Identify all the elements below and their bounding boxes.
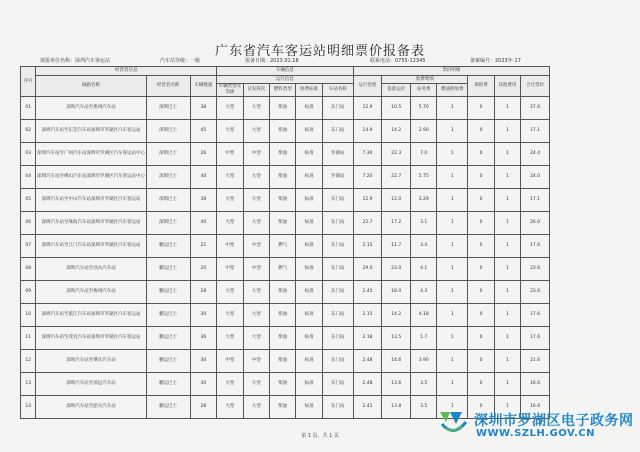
- cell-fee: 4.18: [411, 304, 437, 327]
- cell-charge: 标准: [296, 143, 322, 166]
- cell-fuel: 柴油: [269, 304, 295, 327]
- cell-company: 鹏运巴士: [146, 350, 190, 373]
- cell-fuel-sur: 1: [437, 373, 468, 396]
- cell-base: 14.2: [382, 304, 411, 327]
- cell-station: 罗湖站: [322, 143, 353, 166]
- cell-vehicles: 40: [190, 166, 216, 189]
- cell-fee: 3.90: [411, 350, 437, 373]
- meta-serial: 备案编号：2023年-17: [470, 58, 521, 64]
- cell-shifts: 中型: [243, 143, 269, 166]
- cell-vehicles: 20: [190, 258, 216, 281]
- cell-station: 东门站: [322, 304, 353, 327]
- cell-fuel: 柴油: [269, 120, 295, 143]
- cell-shifts: 中型: [243, 235, 269, 258]
- document-title: 广东省汽车客运站明细票价报备表: [214, 44, 425, 59]
- cell-route: 深圳汽车站至珠海汽车站深圳市罗湖区汽车客运站: [36, 212, 146, 235]
- table-row: [21, 396, 550, 419]
- cell-shifts: 中型: [243, 350, 269, 373]
- header-other: 其他费用: [494, 76, 520, 97]
- table-row: [21, 143, 550, 166]
- cell-other: 1: [494, 327, 520, 350]
- cell-fee: 2.90: [411, 120, 437, 143]
- cell-other: 1: [494, 350, 520, 373]
- cell-type: 大型: [217, 396, 243, 419]
- cell-mileage: 29.0: [353, 258, 382, 281]
- cell-company: 深圳巴士: [146, 97, 190, 120]
- table-row: [21, 120, 550, 143]
- cell-base: 22.7: [382, 166, 411, 189]
- cell-route: 深圳汽车站至茂名汽车站深圳市罗湖区汽车客运站: [36, 327, 146, 350]
- cell-fuel: 柴油: [269, 143, 295, 166]
- cell-base: 17.2: [382, 212, 411, 235]
- cell-other: 1: [494, 212, 520, 235]
- cell-vehicles: 30: [190, 304, 216, 327]
- cell-ins: 0: [468, 373, 494, 396]
- cell-company: 深圳巴士: [146, 189, 190, 212]
- cell-total: 27.6: [521, 97, 550, 120]
- cell-ins: 0: [468, 258, 494, 281]
- cell-vehicles: 38: [190, 97, 216, 120]
- cell-ins: 0: [468, 143, 494, 166]
- cell-fuel: 燃气: [269, 235, 295, 258]
- cell-ins: 0: [468, 212, 494, 235]
- cell-no: 14: [21, 396, 36, 419]
- cell-ins: 0: [468, 281, 494, 304]
- cell-other: 1: [494, 235, 520, 258]
- cell-charge: 标准: [296, 120, 322, 143]
- cell-charge: 标准: [296, 396, 322, 419]
- cell-route: 深圳汽车站至惠州汽车站: [36, 97, 146, 120]
- cell-charge: 标准: [296, 258, 322, 281]
- cell-fuel: 柴油: [269, 281, 295, 304]
- cell-base: 11.7: [382, 235, 411, 258]
- cell-other: 1: [494, 304, 520, 327]
- cell-company: 鹏运巴士: [146, 258, 190, 281]
- cell-base: 23.0: [382, 258, 411, 281]
- cell-base: 13.6: [382, 373, 411, 396]
- cell-route: 深圳汽车站至佛山汽车站深圳市罗湖区汽车客运站中心: [36, 166, 146, 189]
- header-insurance: 保险费: [468, 76, 494, 97]
- cell-total: 17.6: [521, 304, 550, 327]
- cell-no: 08: [21, 258, 36, 281]
- cell-no: 11: [21, 327, 36, 350]
- cell-type: 中型: [217, 235, 243, 258]
- header-total: 合计票价: [521, 76, 550, 97]
- cell-base: 13.8: [382, 396, 411, 419]
- cell-shifts: 大型: [243, 97, 269, 120]
- cell-charge: 标准: [296, 212, 322, 235]
- cell-fuel: 柴油: [269, 212, 295, 235]
- cell-fuel: 燃气: [269, 258, 295, 281]
- cell-vehicles: 28: [190, 396, 216, 419]
- cell-ins: 0: [468, 396, 494, 419]
- cell-other: 1: [494, 143, 520, 166]
- page-footer: 第 1 页，共 1 页: [301, 433, 339, 439]
- cell-route: 深圳汽车站至清远汽车站: [36, 373, 146, 396]
- cell-company: 鹏运巴士: [146, 327, 190, 350]
- cell-mileage: 2.48: [353, 373, 382, 396]
- cell-mileage: 2.41: [353, 396, 382, 419]
- cell-shifts: 大型: [243, 189, 269, 212]
- cell-shifts: 大型: [243, 212, 269, 235]
- cell-type: 中型: [217, 258, 243, 281]
- cell-fuel: 柴油: [269, 97, 295, 120]
- cell-vehicles: 26: [190, 143, 216, 166]
- cell-type: 大型: [217, 189, 243, 212]
- cell-shifts: 大型: [243, 120, 269, 143]
- cell-fuel-sur: 1: [437, 258, 468, 281]
- cell-mileage: 14.9: [353, 120, 382, 143]
- cell-station: 东门站: [322, 120, 353, 143]
- header-company: 经营者名称: [146, 76, 190, 97]
- cell-vehicles: 30: [190, 350, 216, 373]
- cell-fuel-sur: 1: [437, 281, 468, 304]
- table-row: [21, 304, 550, 327]
- cell-route: 深圳汽车站至汕头汽车站: [36, 258, 146, 281]
- cell-charge: 标准: [296, 97, 322, 120]
- header-charge: 收费标准: [296, 84, 322, 97]
- header-mileage: 运行里程: [353, 76, 382, 97]
- header-no: 序号: [21, 67, 36, 97]
- header-station-fee: 站务费: [411, 84, 437, 97]
- meta-date: 报备日期：2023.01.18: [245, 58, 299, 64]
- cell-base: 22.3: [382, 143, 411, 166]
- cell-mileage: 12.9: [353, 97, 382, 120]
- header-route: 线路名称: [36, 76, 146, 97]
- cell-no: 07: [21, 235, 36, 258]
- header-group3: 票价明细: [353, 67, 549, 76]
- cell-company: 深圳巴士: [146, 166, 190, 189]
- cell-shifts: 大型: [243, 304, 269, 327]
- header-vehicles: 车辆数量: [190, 76, 216, 97]
- cell-mileage: 12.9: [353, 189, 382, 212]
- header-station-name: 车站名称: [322, 84, 353, 97]
- cell-no: 09: [21, 281, 36, 304]
- cell-station: 罗湖站: [322, 166, 353, 189]
- cell-total: 24.4: [521, 143, 550, 166]
- cell-total: 16.6: [521, 396, 550, 419]
- table-row: [21, 281, 550, 304]
- cell-route: 深圳汽车站至湛江汽车站深圳市罗湖区汽车客运站: [36, 304, 146, 327]
- watermark-title: 深圳市罗湖区电子政务网: [474, 413, 634, 429]
- cell-station: 东门站: [322, 212, 353, 235]
- fare-table: [20, 66, 550, 419]
- cell-total: 17.1: [521, 189, 550, 212]
- cell-vehicles: 38: [190, 189, 216, 212]
- cell-fuel-sur: 1: [437, 235, 468, 258]
- cell-station: 东门站: [322, 189, 353, 212]
- cell-base: 12.0: [382, 189, 411, 212]
- cell-fuel-sur: 1: [437, 212, 468, 235]
- cell-route: 深圳汽车站至江门汽车站深圳市罗湖区汽车客运站: [36, 235, 146, 258]
- cell-station: 东门站: [322, 235, 353, 258]
- cell-charge: 标准: [296, 189, 322, 212]
- cell-mileage: 2.18: [353, 327, 382, 350]
- meta-grade: 汽车站等级：一级: [160, 58, 201, 64]
- cell-vehicles: 28: [190, 281, 216, 304]
- cell-station: 东门站: [322, 258, 353, 281]
- cell-fuel: 柴油: [269, 396, 295, 419]
- cell-mileage: 2.15: [353, 235, 382, 258]
- government-logo-icon: [436, 408, 470, 436]
- cell-total: 17.6: [521, 327, 550, 350]
- cell-fee: 7.0: [411, 143, 437, 166]
- cell-fuel-sur: 1: [437, 189, 468, 212]
- cell-no: 02: [21, 120, 36, 143]
- cell-fee: 3.4: [411, 235, 437, 258]
- cell-fee: 4.1: [411, 258, 437, 281]
- cell-station: 东门站: [322, 281, 353, 304]
- cell-other: 1: [494, 189, 520, 212]
- cell-charge: 标准: [296, 166, 322, 189]
- header-shifts: 日发班次: [243, 84, 269, 97]
- cell-no: 06: [21, 212, 36, 235]
- cell-route: 深圳汽车站至梅州汽车站: [36, 281, 146, 304]
- cell-type: 中型: [217, 143, 243, 166]
- cell-total: 21.6: [521, 350, 550, 373]
- cell-fuel-sur: 1: [437, 166, 468, 189]
- cell-base: 14.2: [382, 120, 411, 143]
- cell-no: 03: [21, 143, 36, 166]
- cell-other: 1: [494, 281, 520, 304]
- cell-other: 1: [494, 120, 520, 143]
- cell-shifts: 大型: [243, 281, 269, 304]
- cell-fee: 5.70: [411, 97, 437, 120]
- cell-company: 鹏运巴士: [146, 373, 190, 396]
- cell-fuel-sur: 1: [437, 120, 468, 143]
- cell-company: 深圳巴士: [146, 212, 190, 235]
- cell-fee: 3.29: [411, 189, 437, 212]
- table-row: [21, 166, 550, 189]
- cell-route: 深圳汽车站至东莞汽车站深圳市罗湖区汽车客运站: [36, 120, 146, 143]
- cell-charge: 标准: [296, 350, 322, 373]
- cell-type: 大型: [217, 212, 243, 235]
- cell-mileage: 7.20: [353, 166, 382, 189]
- cell-type: 大型: [217, 166, 243, 189]
- cell-vehicles: 36: [190, 327, 216, 350]
- cell-station: 东门站: [322, 97, 353, 120]
- cell-charge: 标准: [296, 304, 322, 327]
- cell-type: 大型: [217, 304, 243, 327]
- cell-shifts: 大型: [243, 327, 269, 350]
- cell-fuel-sur: 1: [437, 97, 468, 120]
- table-row: [21, 235, 550, 258]
- cell-no: 01: [21, 97, 36, 120]
- cell-ins: 0: [468, 235, 494, 258]
- cell-fuel: 柴油: [269, 166, 295, 189]
- cell-station: 东门站: [322, 350, 353, 373]
- cell-route: 深圳汽车站至肇庆汽车站: [36, 350, 146, 373]
- table-row: [21, 327, 550, 350]
- cell-no: 04: [21, 166, 36, 189]
- cell-vehicles: 30: [190, 373, 216, 396]
- cell-type: 中型: [217, 350, 243, 373]
- header-sub1: 运行信息: [217, 76, 354, 84]
- cell-fuel: 柴油: [269, 350, 295, 373]
- header-group1: 经营者信息: [36, 67, 217, 76]
- cell-other: 1: [494, 258, 520, 281]
- header-group2: 车辆信息: [217, 67, 354, 76]
- cell-fee: 3.1: [411, 212, 437, 235]
- cell-ins: 0: [468, 97, 494, 120]
- meta-contact: 联系电话：0755-12345: [370, 58, 426, 64]
- cell-fuel-sur: 1: [437, 143, 468, 166]
- cell-no: 13: [21, 373, 36, 396]
- cell-total: 17.1: [521, 120, 550, 143]
- cell-company: 鹏运巴士: [146, 396, 190, 419]
- cell-vehicles: 45: [190, 120, 216, 143]
- cell-type: 大型: [217, 281, 243, 304]
- cell-charge: 标准: [296, 235, 322, 258]
- cell-fuel-sur: 1: [437, 327, 468, 350]
- cell-type: 大型: [217, 120, 243, 143]
- cell-mileage: 2.45: [353, 281, 382, 304]
- cell-shifts: 大型: [243, 373, 269, 396]
- cell-total: 24.0: [521, 166, 550, 189]
- table-row: [21, 189, 550, 212]
- cell-company: 深圳巴士: [146, 120, 190, 143]
- cell-station: 东门站: [322, 327, 353, 350]
- cell-fuel-sur: 1: [437, 304, 468, 327]
- cell-base: 14.6: [382, 350, 411, 373]
- cell-other: 1: [494, 97, 520, 120]
- cell-fee: 4.3: [411, 281, 437, 304]
- table-row: [21, 350, 550, 373]
- cell-no: 05: [21, 189, 36, 212]
- cell-company: 鹏运巴士: [146, 281, 190, 304]
- cell-other: 1: [494, 373, 520, 396]
- cell-other: 1: [494, 396, 520, 419]
- cell-shifts: 中型: [243, 258, 269, 281]
- cell-total: 23.6: [521, 258, 550, 281]
- cell-charge: 标准: [296, 281, 322, 304]
- cell-route: 深圳汽车站至中山汽车站深圳市罗湖区汽车客运站: [36, 189, 146, 212]
- cell-fee: 1.7: [411, 327, 437, 350]
- cell-company: 鹏运巴士: [146, 304, 190, 327]
- meta-station: 填报单位名称：深圳汽车客运站: [40, 58, 111, 64]
- cell-fuel-sur: 1: [437, 396, 468, 419]
- cell-station: 东门站: [322, 373, 353, 396]
- header-sub2: 收费明细: [382, 76, 468, 84]
- cell-route: 深圳汽车站至韶关汽车站: [36, 396, 146, 419]
- cell-ins: 0: [468, 304, 494, 327]
- cell-ins: 0: [468, 189, 494, 212]
- cell-mileage: 2.48: [353, 350, 382, 373]
- cell-vehicles: 40: [190, 212, 216, 235]
- table-row: [21, 97, 550, 120]
- table-row: [21, 212, 550, 235]
- cell-company: 深圳巴士: [146, 143, 190, 166]
- cell-total: 26.0: [521, 212, 550, 235]
- cell-mileage: 2.15: [353, 304, 382, 327]
- cell-total: 16.6: [521, 373, 550, 396]
- cell-charge: 标准: [296, 327, 322, 350]
- cell-vehicles: 22: [190, 235, 216, 258]
- cell-fuel: 柴油: [269, 373, 295, 396]
- table-row: [21, 373, 550, 396]
- cell-company: 鹏运巴士: [146, 235, 190, 258]
- cell-fee: 3.5: [411, 373, 437, 396]
- cell-fuel: 柴油: [269, 327, 295, 350]
- header-base-price: 基准运价: [382, 84, 411, 97]
- cell-ins: 0: [468, 120, 494, 143]
- cell-base: 18.0: [382, 281, 411, 304]
- cell-mileage: 7.30: [353, 143, 382, 166]
- cell-no: 10: [21, 304, 36, 327]
- cell-shifts: 大型: [243, 166, 269, 189]
- cell-fee: 5.75: [411, 166, 437, 189]
- cell-base: 13.5: [382, 327, 411, 350]
- cell-fuel: 柴油: [269, 189, 295, 212]
- cell-other: 1: [494, 166, 520, 189]
- header-fuel-surcharge: 燃油附加费: [437, 84, 468, 97]
- cell-mileage: 22.7: [353, 212, 382, 235]
- cell-fuel-sur: 1: [437, 350, 468, 373]
- cell-shifts: 大型: [243, 396, 269, 419]
- cell-no: 12: [21, 350, 36, 373]
- cell-charge: 标准: [296, 373, 322, 396]
- watermark-url[interactable]: WWW.SZLH.GOV.CN: [476, 428, 595, 439]
- cell-type: 大型: [217, 327, 243, 350]
- header-fuel: 燃料类型: [269, 84, 295, 97]
- cell-fee: 3.5: [411, 396, 437, 419]
- cell-ins: 0: [468, 350, 494, 373]
- header-type-grade: 车辆类型及等级: [218, 84, 242, 95]
- cell-station: 东门站: [322, 396, 353, 419]
- cell-total: 23.6: [521, 281, 550, 304]
- cell-base: 10.5: [382, 97, 411, 120]
- cell-total: 17.6: [521, 235, 550, 258]
- cell-type: 大型: [217, 373, 243, 396]
- cell-type: 大型: [217, 97, 243, 120]
- cell-ins: 0: [468, 327, 494, 350]
- table-row: [21, 258, 550, 281]
- cell-route: 深圳汽车站至广州汽车站深圳市罗湖区汽车客运站中心: [36, 143, 146, 166]
- cell-ins: 0: [468, 166, 494, 189]
